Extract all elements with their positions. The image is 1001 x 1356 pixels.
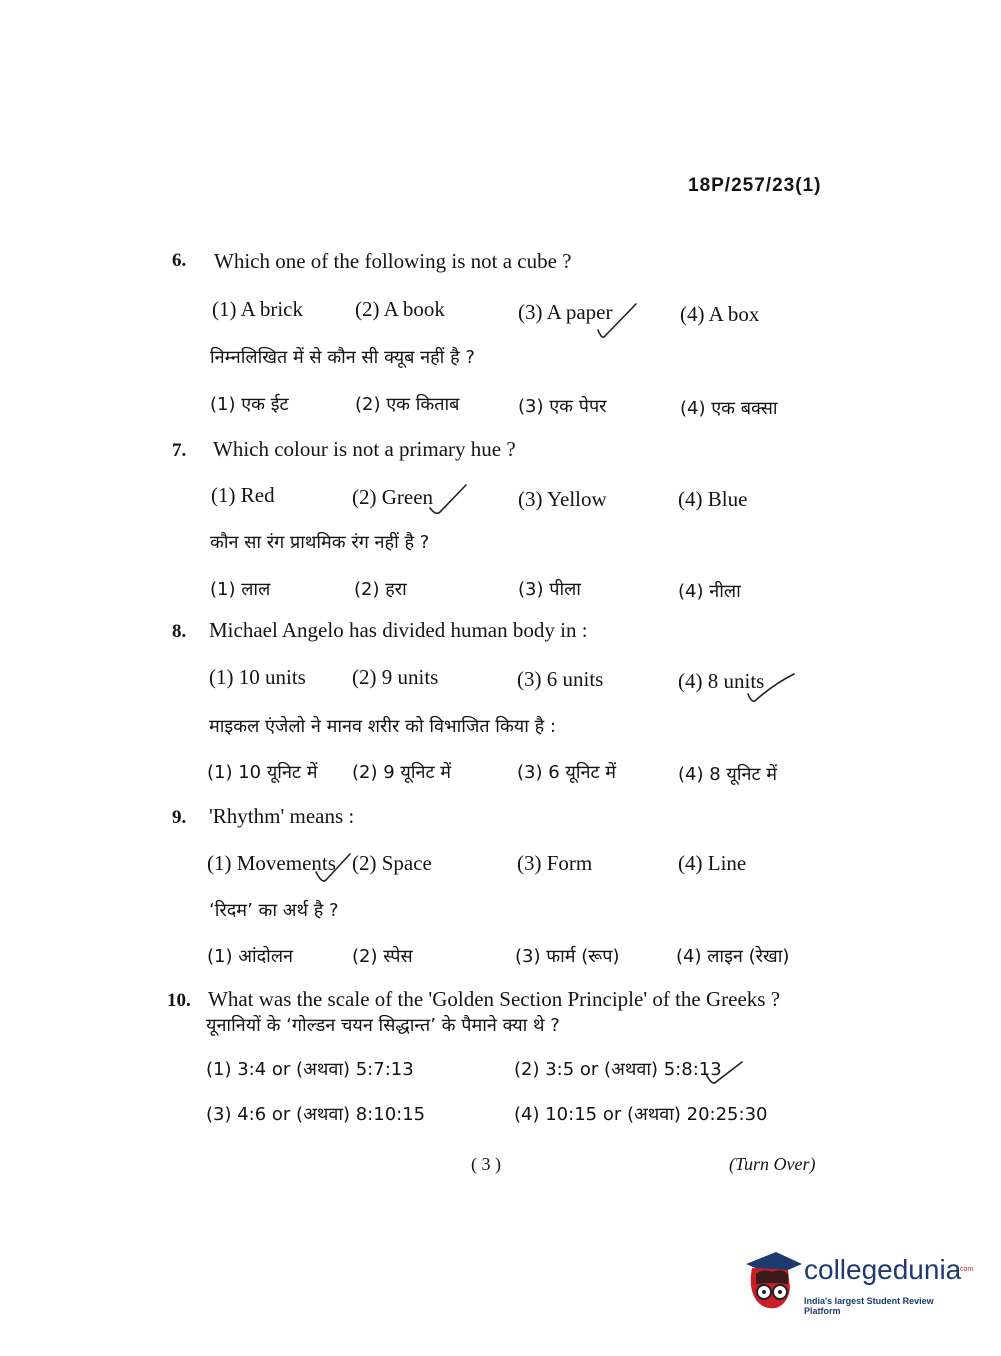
question-text-en: What was the scale of the 'Golden Section Principle' of the Greeks ? — [208, 987, 781, 1011]
answer-tick-mark-icon — [596, 300, 640, 342]
collegedunia-logo — [742, 1248, 972, 1318]
option-1-hi: (1) एक ईट — [210, 394, 289, 415]
answer-tick-mark-icon — [428, 482, 470, 516]
student-mascot-icon — [742, 1248, 802, 1314]
answer-tick-mark-icon — [744, 670, 798, 706]
turn-over-note: (Turn Over) — [729, 1154, 816, 1174]
option-3-hi: (3) फार्म (रूप) — [515, 946, 620, 967]
brand-name: collegedunia — [804, 1254, 962, 1285]
paper-code: 18P/257/23(1) — [688, 175, 822, 196]
question-text-en: Which colour is not a primary hue ? — [213, 437, 516, 461]
option-1-hi: (1) लाल — [210, 579, 271, 600]
option-1-hi: (1) आंदोलन — [207, 946, 294, 967]
question-number: 6. — [172, 250, 187, 271]
option-2: (2) 9 units — [352, 665, 439, 689]
answer-tick-mark-icon — [314, 850, 354, 886]
question-number: 8. — [172, 621, 187, 642]
question-text-hi: कौन सा रंग प्राथमिक रंग नहीं है ? — [210, 532, 430, 553]
answer-tick-mark-icon — [704, 1058, 746, 1088]
brand-domain-suffix: .com — [958, 1266, 974, 1273]
option-2-hi: (2) 9 यूनिट में — [352, 762, 452, 783]
question-text-hi: निम्नलिखित में से कौन सी क्यूब नहीं है ? — [210, 347, 475, 368]
option-3-hi: (3) पीला — [518, 579, 581, 600]
option-2: (2) 3:5 or (अथवा) 5:8:13 — [514, 1059, 722, 1080]
option-4: (4) Blue — [678, 487, 748, 511]
option-2-hi: (2) स्पेस — [352, 946, 413, 967]
option-4-hi: (4) एक बक्सा — [680, 398, 778, 419]
option-4: (4) 8 units — [678, 669, 765, 693]
question-text-en: Which one of the following is not a cube ? — [214, 249, 572, 273]
option-4: (4) A box — [680, 302, 760, 326]
question-text-hi: ‘रिदम’ का अर्थ है ? — [209, 900, 339, 921]
question-number: 7. — [172, 440, 187, 461]
option-2: (2) Green — [352, 485, 434, 509]
option-3: (3) Form — [517, 851, 593, 875]
option-3: (3) A paper — [518, 300, 613, 324]
question-text-hi: माइकल एंजेलो ने मानव शरीर को विभाजित किया है : — [209, 716, 556, 737]
question-text-en: Michael Angelo has divided human body in : — [209, 618, 588, 642]
question-text-en: 'Rhythm' means : — [209, 804, 355, 828]
option-1: (1) A brick — [212, 297, 303, 321]
option-3-hi: (3) 6 यूनिट में — [517, 762, 617, 783]
option-1: (1) 3:4 or (अथवा) 5:7:13 — [206, 1059, 414, 1080]
option-3: (3) Yellow — [518, 487, 607, 511]
option-4: (4) 10:15 or (अथवा) 20:25:30 — [514, 1104, 768, 1125]
question-number: 9. — [172, 807, 187, 828]
option-4-hi: (4) लाइन (रेखा) — [676, 946, 790, 967]
option-3-hi: (3) एक पेपर — [518, 396, 607, 417]
option-3: (3) 6 units — [517, 667, 604, 691]
option-2-hi: (2) एक किताब — [355, 394, 460, 415]
option-2: (2) Space — [352, 851, 432, 875]
option-1: (1) Movements — [207, 851, 336, 875]
option-4: (4) Line — [678, 851, 747, 875]
option-4-hi: (4) 8 यूनिट में — [678, 764, 778, 785]
option-1-hi: (1) 10 यूनिट में — [207, 762, 318, 783]
option-2-hi: (2) हरा — [354, 579, 407, 600]
option-2: (2) A book — [355, 297, 445, 321]
option-3: (3) 4:6 or (अथवा) 8:10:15 — [206, 1104, 426, 1125]
question-number: 10. — [167, 990, 191, 1011]
page-number: ( 3 ) — [471, 1154, 501, 1174]
option-1: (1) Red — [211, 483, 275, 507]
option-4-hi: (4) नीला — [678, 581, 741, 602]
brand-tagline: India's largest Student Review Platform — [804, 1296, 934, 1316]
option-1: (1) 10 units — [209, 665, 306, 689]
question-text-hi: यूनानियों के ‘गोल्डन चयन सिद्धान्त’ के पैमाने क्या थे ? — [206, 1015, 560, 1036]
